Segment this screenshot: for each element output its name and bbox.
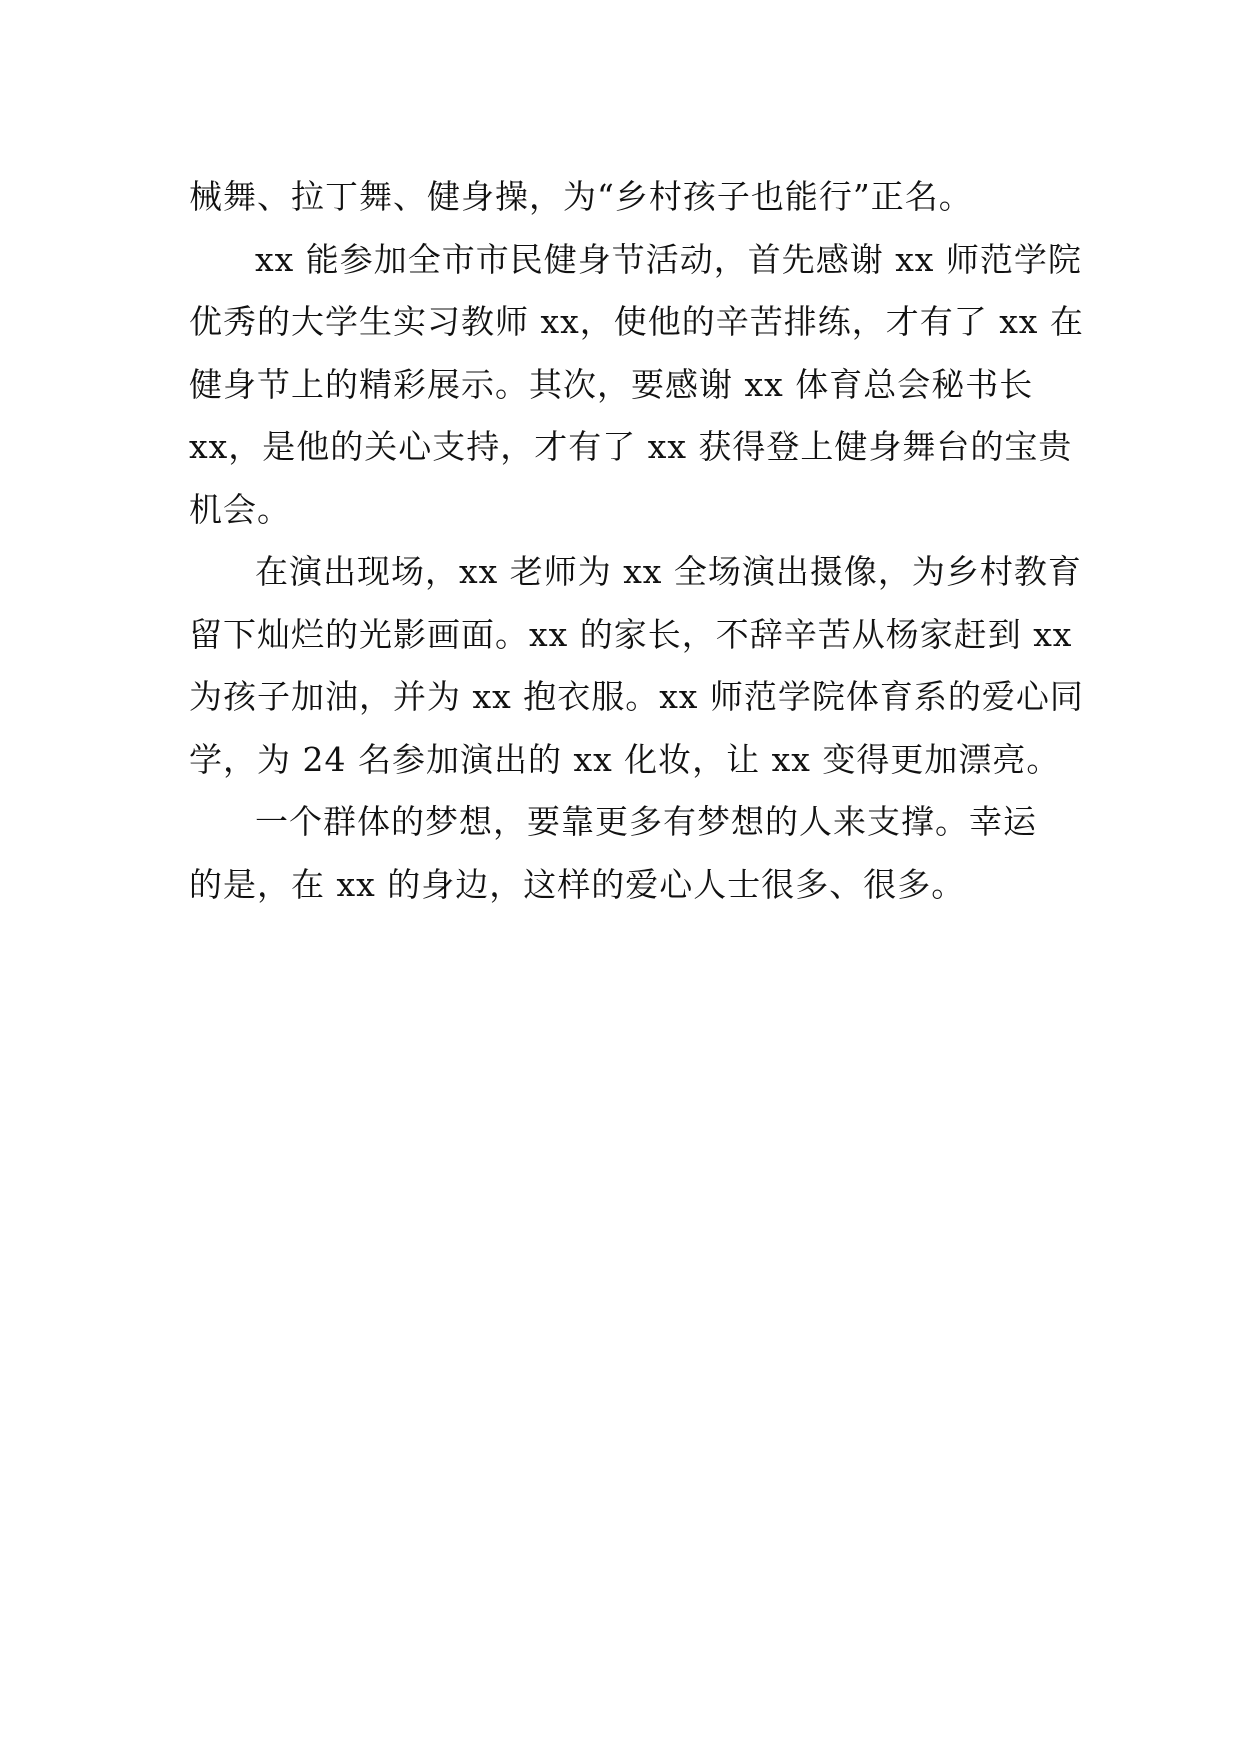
text-line: xx，是他的关心支持，才有了 xx 获得登上健身舞台的宝贵	[189, 427, 1073, 466]
paragraph-3	[189, 541, 1084, 791]
text-line: 为孩子加油，并为 xx 抱衣服。xx 师范学院体育系的爱心同	[189, 677, 1084, 716]
text-line: 优秀的大学生实习教师 xx，使他的辛苦排练，才有了 xx 在	[189, 302, 1084, 341]
text-line: 健身节上的精彩展示。其次，要感谢 xx 体育总会秘书长	[189, 364, 1034, 404]
text-line: 械舞、拉丁舞、健身操，为“乡村孩子也能行”正名。	[189, 177, 973, 216]
text-line: 在演出现场，xx 老师为 xx 全场演出摄像，为乡村教育	[255, 552, 1082, 591]
body-text	[189, 166, 1084, 916]
text-line: 一个群体的梦想，要靠更多有梦想的人来支撑。幸运	[255, 802, 1037, 841]
text-line: 机会。	[189, 489, 291, 529]
text-line: 学，为 24 名参加演出的 xx 化妆，让 xx 变得更加漂亮。	[189, 739, 1061, 779]
text-line: xx 能参加全市市民健身节活动，首先感谢 xx 师范学院	[255, 239, 1082, 279]
paragraph-4	[189, 791, 1054, 916]
text-line: 留下灿烂的光影画面。xx 的家长，不辞辛苦从杨家赶到 xx	[189, 614, 1073, 654]
text-line: 的是，在 xx 的身边，这样的爱心人士很多、很多。	[189, 864, 966, 904]
paragraph-2	[189, 229, 1084, 542]
paragraph-1	[189, 166, 1054, 229]
